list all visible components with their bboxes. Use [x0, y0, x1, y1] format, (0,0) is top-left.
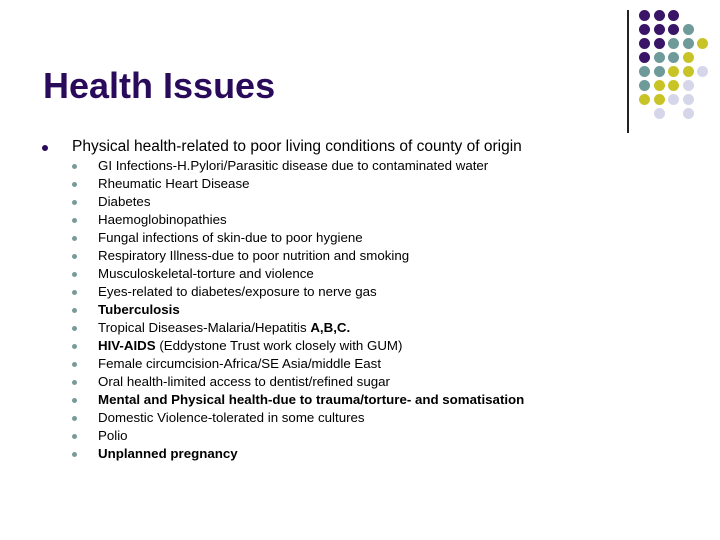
list-item-text [98, 373, 390, 391]
list-item-text [98, 319, 350, 337]
regular-text: (Eddystone Trust work closely with GUM) [155, 338, 403, 353]
decorative-dot [639, 80, 650, 91]
decorative-dot [654, 24, 665, 35]
decorative-dot [639, 66, 650, 77]
regular-text: Musculoskeletal-torture and violence [98, 266, 314, 281]
list-item-text [98, 391, 524, 409]
list-item-text [98, 427, 128, 445]
list-item-text [98, 265, 314, 283]
decorative-dot [639, 52, 650, 63]
decorative-dot [639, 10, 650, 21]
list-item-text [98, 175, 250, 193]
bullet-icon [72, 344, 77, 349]
bold-text: Tuberculosis [98, 302, 180, 317]
decorative-dot [683, 24, 694, 35]
bullet-icon [72, 218, 77, 223]
bullet-icon [72, 254, 77, 259]
decorative-dot [697, 38, 708, 49]
decorative-dot [654, 108, 665, 119]
decorative-dot [654, 80, 665, 91]
list-item-text [98, 355, 381, 373]
regular-text: Fungal infections of skin-due to poor hygiene [98, 230, 363, 245]
decorative-dot-grid [637, 8, 717, 128]
list-item-text [98, 229, 363, 247]
regular-text: Oral health-limited access to dentist/refined sugar [98, 374, 390, 389]
decorative-divider-line [627, 10, 629, 133]
regular-text: GI Infections-H.Pylori/Parasitic disease due to contaminated water [98, 158, 489, 173]
list-item-text [98, 211, 227, 229]
bullet-icon [72, 308, 77, 313]
decorative-dot [683, 94, 694, 105]
regular-text: Rheumatic Heart Disease [98, 176, 250, 191]
bullet-icon [72, 164, 77, 169]
bullet-icon [72, 398, 77, 403]
bold-text: HIV-AIDS [98, 338, 156, 353]
decorative-dot [654, 10, 665, 21]
decorative-dot [654, 94, 665, 105]
decorative-dot [683, 108, 694, 119]
decorative-dot [639, 94, 650, 105]
regular-text: Eyes-related to diabetes/exposure to nerve gas [98, 284, 377, 299]
bullet-icon [72, 200, 77, 205]
list-item-text [98, 301, 180, 319]
bullet-icon [72, 434, 77, 439]
decorative-dot [668, 94, 679, 105]
regular-text: Haemoglobinopathies [98, 212, 227, 227]
bullet-icon [72, 236, 77, 241]
regular-text: Polio [98, 428, 128, 443]
decorative-dot [668, 38, 679, 49]
bullet-icon [72, 380, 77, 385]
decorative-dot [639, 38, 650, 49]
decorative-dot [654, 52, 665, 63]
list-item-text [98, 157, 488, 175]
regular-text: Female circumcision-Africa/SE Asia/middle East [98, 356, 382, 371]
decorative-dot [668, 10, 679, 21]
decorative-dot [668, 80, 679, 91]
bullet-icon [72, 362, 77, 367]
main-point-text: Physical health-related to poor living conditions of county of origin [72, 138, 522, 155]
decorative-dot [683, 80, 694, 91]
list-item-text [98, 445, 238, 463]
list-item-text [98, 247, 409, 265]
list-item-text [98, 409, 365, 427]
bullet-icon [72, 182, 77, 187]
bullet-icon [42, 145, 48, 151]
bullet-icon [72, 416, 77, 421]
decorative-dot [683, 66, 694, 77]
bold-text: Unplanned pregnancy [98, 446, 238, 461]
list-item-text [98, 283, 377, 301]
regular-text: Tropical Diseases-Malaria/Hepatitis [98, 320, 311, 335]
regular-text: Domestic Violence-tolerated in some cultures [98, 410, 365, 425]
list-item-text [98, 337, 402, 355]
bold-text: A,B,C. [310, 320, 351, 335]
slide-title: Health Issues [43, 65, 276, 106]
decorative-dot [654, 38, 665, 49]
decorative-dot [683, 38, 694, 49]
bullet-icon [72, 326, 77, 331]
bullet-icon [72, 290, 77, 295]
decorative-dot [697, 66, 708, 77]
list-item-text [98, 193, 150, 211]
regular-text: Diabetes [98, 194, 151, 209]
decorative-dot [683, 52, 694, 63]
decorative-dot [668, 52, 679, 63]
decorative-dot [639, 24, 650, 35]
bullet-icon [72, 272, 77, 277]
bullet-icon [72, 452, 77, 457]
decorative-dot [668, 24, 679, 35]
decorative-dot [654, 66, 665, 77]
regular-text: Respiratory Illness-due to poor nutrition and smoking [98, 248, 410, 263]
bold-text: Mental and Physical health-due to trauma/torture- and somatisation [98, 392, 525, 407]
decorative-dot [668, 66, 679, 77]
